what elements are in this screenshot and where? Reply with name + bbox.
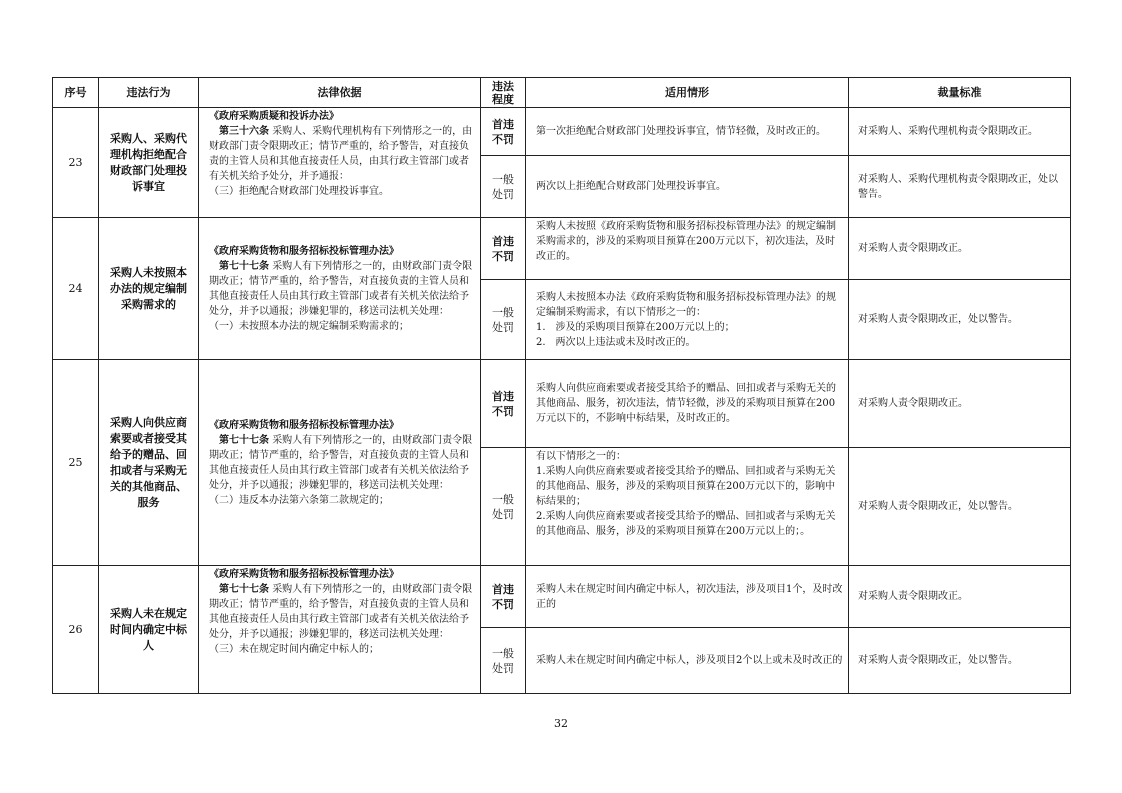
- header-degree: [481, 78, 526, 108]
- situation-first: 采购人未按照《政府采购货物和服务招标投标管理办法》的规定编制采购需求的，涉及的采购项目预算在200万元以下，初次违法，及时改正的。: [526, 218, 849, 280]
- basis-article: 第七十七条: [219, 434, 269, 446]
- degree-first: [481, 360, 526, 448]
- degree-second-line1: 一般: [492, 646, 514, 660]
- degree-first-line1: 首违: [492, 582, 514, 596]
- basis-article: 第七十七条: [219, 584, 269, 595]
- legal-basis: [199, 566, 481, 694]
- standard-second: 对采购人、采购代理机构责令限期改正，处以警告。: [849, 156, 1071, 218]
- degree-second: [481, 628, 526, 694]
- basis-item: （三）未在规定时间内确定中标人的；: [209, 644, 379, 655]
- basis-item: （三）拒绝配合财政部门处理投诉事宜。: [209, 186, 389, 197]
- table-row: [53, 108, 1071, 156]
- situation-first: 采购人未在规定时间内确定中标人，初次违法，涉及项目1个，及时改正的: [526, 566, 849, 628]
- degree-first-line2: 不罚: [492, 249, 514, 263]
- basis-title: 《政府采购货物和服务招标投标管理办法》: [209, 419, 399, 431]
- degree-first: [481, 566, 526, 628]
- standard-first: 对采购人责令限期改正。: [849, 218, 1071, 280]
- degree-second-line2: 处罚: [492, 507, 514, 521]
- degree-first: [481, 108, 526, 156]
- table-header-row: [53, 78, 1071, 108]
- degree-second: [481, 280, 526, 360]
- row-number: 25: [53, 360, 99, 566]
- situation-second: [526, 280, 849, 360]
- degree-second-line2: 处罚: [492, 187, 514, 201]
- violation-act: 采购人向供应商索要或者接受其给予的赠品、回扣或者与采购无关的其他商品、服务: [99, 360, 199, 566]
- table-row: [53, 566, 1071, 628]
- basis-title: 《政府采购货物和服务招标投标管理办法》: [209, 569, 399, 580]
- degree-first-line2: 不罚: [492, 132, 514, 146]
- degree-first-line1: 首违: [492, 389, 514, 403]
- violation-act: 采购人未在规定时间内确定中标人: [99, 566, 199, 694]
- situation-second: [526, 448, 849, 566]
- basis-body: 采购人、采购代理机构有下列情形之一的，由财政部门责令限期改正；情节严重的，给予警告，对直接负责的主管人员和其他直接责任人员，由其行政主管部门或者有关机关给予处分，并予通报：: [209, 126, 473, 182]
- basis-article: 第三十六条: [219, 126, 269, 137]
- degree-second: [481, 156, 526, 218]
- situation-second: 采购人未在规定时间内确定中标人，涉及项目2个以上或未及时改正的: [526, 628, 849, 694]
- degree-first-line2: 不罚: [492, 597, 514, 611]
- basis-article: 第七十七条: [219, 260, 269, 272]
- degree-second: [481, 448, 526, 566]
- basis-title: 《政府采购货物和服务招标投标管理办法》: [209, 245, 399, 257]
- header-degree-line2: 程度: [492, 92, 514, 106]
- basis-body: 采购人有下列情形之一的，由财政部门责令限期改正；情节严重的，给予警告，对直接负责的主管人员和其他直接责任人员由其行政主管部门或者有关机关依法给予处分，并予以通报；涉嫌犯罪的，移送司法机关处理：: [209, 584, 473, 640]
- situation-item: 2. 两次以上违法或未及时改正的。: [536, 336, 696, 348]
- situation-item: 1. 涉及的采购项目预算在200万元以上的；: [536, 321, 735, 333]
- header-standard: 裁量标准: [849, 78, 1071, 108]
- standard-first: 对采购人责令限期改正。: [849, 360, 1071, 448]
- row-number: 23: [53, 108, 99, 218]
- standard-second: 对采购人责令限期改正，处以警告。: [849, 628, 1071, 694]
- penalty-standards-table: [52, 77, 1071, 694]
- basis-item: （一）未按照本办法的规定编制采购需求的；: [209, 320, 409, 332]
- degree-first: [481, 218, 526, 280]
- basis-item: （二）违反本办法第六条第二款规定的；: [209, 494, 389, 506]
- degree-second-line2: 处罚: [492, 661, 514, 675]
- degree-first-line1: 首违: [492, 117, 514, 131]
- degree-second-line1: 一般: [492, 172, 514, 186]
- degree-second-line2: 处罚: [492, 320, 514, 334]
- situation-intro: 采购人未按照本办法《政府采购货物和服务招标投标管理办法》的规定编制采购需求，有以下情形之一的：: [536, 291, 836, 318]
- degree-second-line1: 一般: [492, 492, 514, 506]
- header-no: 序号: [53, 78, 99, 108]
- violation-act: 采购人未按照本办法的规定编制采购需求的: [99, 218, 199, 360]
- situation-intro: 有以下情形之一的：: [536, 451, 626, 462]
- degree-first-line1: 首违: [492, 234, 514, 248]
- situation-item: 1.采购人向供应商索要或者接受其给予的赠品、回扣或者与采购无关的其他商品、服务，涉及的采购项目预算在200万元以下的，影响中标结果的；: [536, 466, 836, 507]
- situation-first: 采购人向供应商索要或者接受其给予的赠品、回扣或者与采购无关的其他商品、服务，初次违法，情节轻微，涉及的采购项目预算在200万元以下的，不影响中标结果，及时改正的。: [526, 360, 849, 448]
- violation-act: 采购人、采购代理机构拒绝配合财政部门处理投诉事宜: [99, 108, 199, 218]
- standard-second: 对采购人责令限期改正，处以警告。: [849, 280, 1071, 360]
- header-act: 违法行为: [99, 78, 199, 108]
- standard-second: 对采购人责令限期改正，处以警告。: [849, 448, 1071, 566]
- standard-first: 对采购人、采购代理机构责令限期改正。: [849, 108, 1071, 156]
- basis-body: 采购人有下列情形之一的，由财政部门责令限期改正；情节严重的，给予警告，对直接负责的主管人员和其他直接责任人员由其行政主管部门或者有关机关依法给予处分，并予以通报；涉嫌犯罪的，移送司法机关处理：: [209, 434, 473, 491]
- page-number: 32: [554, 717, 568, 730]
- header-situation: 适用情形: [526, 78, 849, 108]
- table-row: [53, 218, 1071, 280]
- header-basis: 法律依据: [199, 78, 481, 108]
- situation-first: 第一次拒绝配合财政部门处理投诉事宜，情节轻微，及时改正的。: [526, 108, 849, 156]
- legal-basis: [199, 108, 481, 218]
- legal-basis: [199, 218, 481, 360]
- situation-second: 两次以上拒绝配合财政部门处理投诉事宜。: [526, 156, 849, 218]
- basis-body: 采购人有下列情形之一的，由财政部门责令限期改正；情节严重的，给予警告，对直接负责的主管人员和其他直接责任人员由其行政主管部门或者有关机关依法给予处分，并予以通报；涉嫌犯罪的，移送司法机关处理：: [209, 260, 473, 317]
- degree-second-line1: 一般: [492, 305, 514, 319]
- degree-first-line2: 不罚: [492, 404, 514, 418]
- basis-title: 《政府采购质疑和投诉办法》: [209, 111, 339, 122]
- situation-item: 2.采购人向供应商索要或者接受其给予的赠品、回扣或者与采购无关的其他商品、服务，涉及的采购项目预算在200万元以上的；。: [536, 511, 836, 537]
- standard-first: 对采购人责令限期改正。: [849, 566, 1071, 628]
- row-number: 24: [53, 218, 99, 360]
- row-number: 26: [53, 566, 99, 694]
- table-row: [53, 360, 1071, 448]
- legal-basis: [199, 360, 481, 566]
- header-degree-line1: 违法: [492, 79, 514, 93]
